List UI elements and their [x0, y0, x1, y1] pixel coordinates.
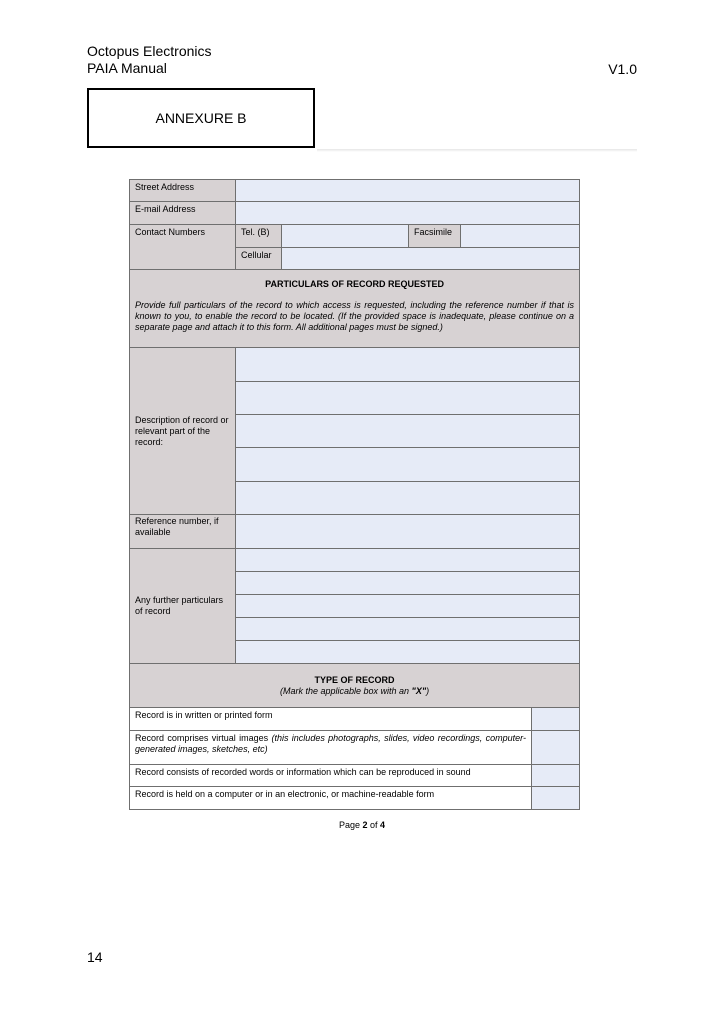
page-indicator: Page 2 of 4 [338, 820, 386, 830]
annexure-title: ANNEXURE B [155, 110, 247, 126]
further-particulars-line[interactable] [236, 549, 580, 572]
further-particulars-line[interactable] [236, 641, 580, 664]
description-line[interactable] [236, 482, 580, 515]
street-address-label: Street Address [130, 180, 236, 202]
further-particulars-label: Any further particulars of record [130, 549, 236, 664]
contact-numbers-label: Contact Numbers [130, 225, 236, 270]
further-particulars-line[interactable] [236, 595, 580, 618]
record-type-written-checkbox[interactable] [532, 708, 580, 731]
document-header-left [87, 43, 212, 77]
document-version: V1.0 [608, 61, 637, 77]
record-type-virtual-checkbox[interactable] [532, 731, 580, 765]
particulars-section [130, 270, 580, 348]
tel-label: Tel. (B) [236, 225, 282, 248]
email-address-field[interactable] [236, 202, 580, 225]
type-of-record-heading: TYPE OF RECORD [314, 675, 395, 685]
further-particulars-line[interactable] [236, 572, 580, 595]
tel-field[interactable] [282, 225, 409, 248]
further-particulars-line[interactable] [236, 618, 580, 641]
page-number: 14 [87, 949, 103, 965]
type-of-record-section [130, 664, 580, 708]
record-type-sound-label: Record consists of recorded words or information which can be reproduced in sound [130, 765, 532, 787]
facsimile-field[interactable] [461, 225, 580, 248]
record-type-virtual-label: Record comprises virtual images (this includes photographs, slides, video recordings, computer-generated images, sketches, etc) [130, 731, 532, 765]
cellular-label: Cellular [236, 248, 282, 270]
record-request-form [129, 179, 580, 810]
document-title: PAIA Manual [87, 60, 167, 76]
record-type-computer-checkbox[interactable] [532, 787, 580, 810]
description-line[interactable] [236, 448, 580, 482]
annexure-title-box [87, 88, 315, 148]
description-line[interactable] [236, 415, 580, 448]
record-type-written-label: Record is in written or printed form [130, 708, 532, 731]
email-address-label: E-mail Address [130, 202, 236, 225]
record-type-sound-checkbox[interactable] [532, 765, 580, 787]
cellular-field[interactable] [282, 248, 580, 270]
type-of-record-instruction: (Mark the applicable box with an "X") [279, 686, 430, 696]
description-label: Description of record or relevant part of the record: [130, 348, 236, 515]
street-address-field[interactable] [236, 180, 580, 202]
description-line[interactable] [236, 382, 580, 415]
reference-number-label: Reference number, if available [130, 515, 236, 549]
company-name: Octopus Electronics [87, 43, 212, 59]
particulars-instructions: Provide full particulars of the record to which access is requested, including the reference number if that is known to you, to enable the record to be located. (If the provided space is inadequate, please continue on a separate page and attach it to this form. All additional pages must be signed.) [135, 300, 575, 332]
facsimile-label: Facsimile [409, 225, 461, 248]
header-divider [317, 149, 637, 152]
particulars-heading: PARTICULARS OF RECORD REQUESTED [265, 279, 444, 289]
record-type-computer-label: Record is held on a computer or in an electronic, or machine-readable form [130, 787, 532, 810]
reference-number-field[interactable] [236, 515, 580, 549]
description-line[interactable] [236, 348, 580, 382]
